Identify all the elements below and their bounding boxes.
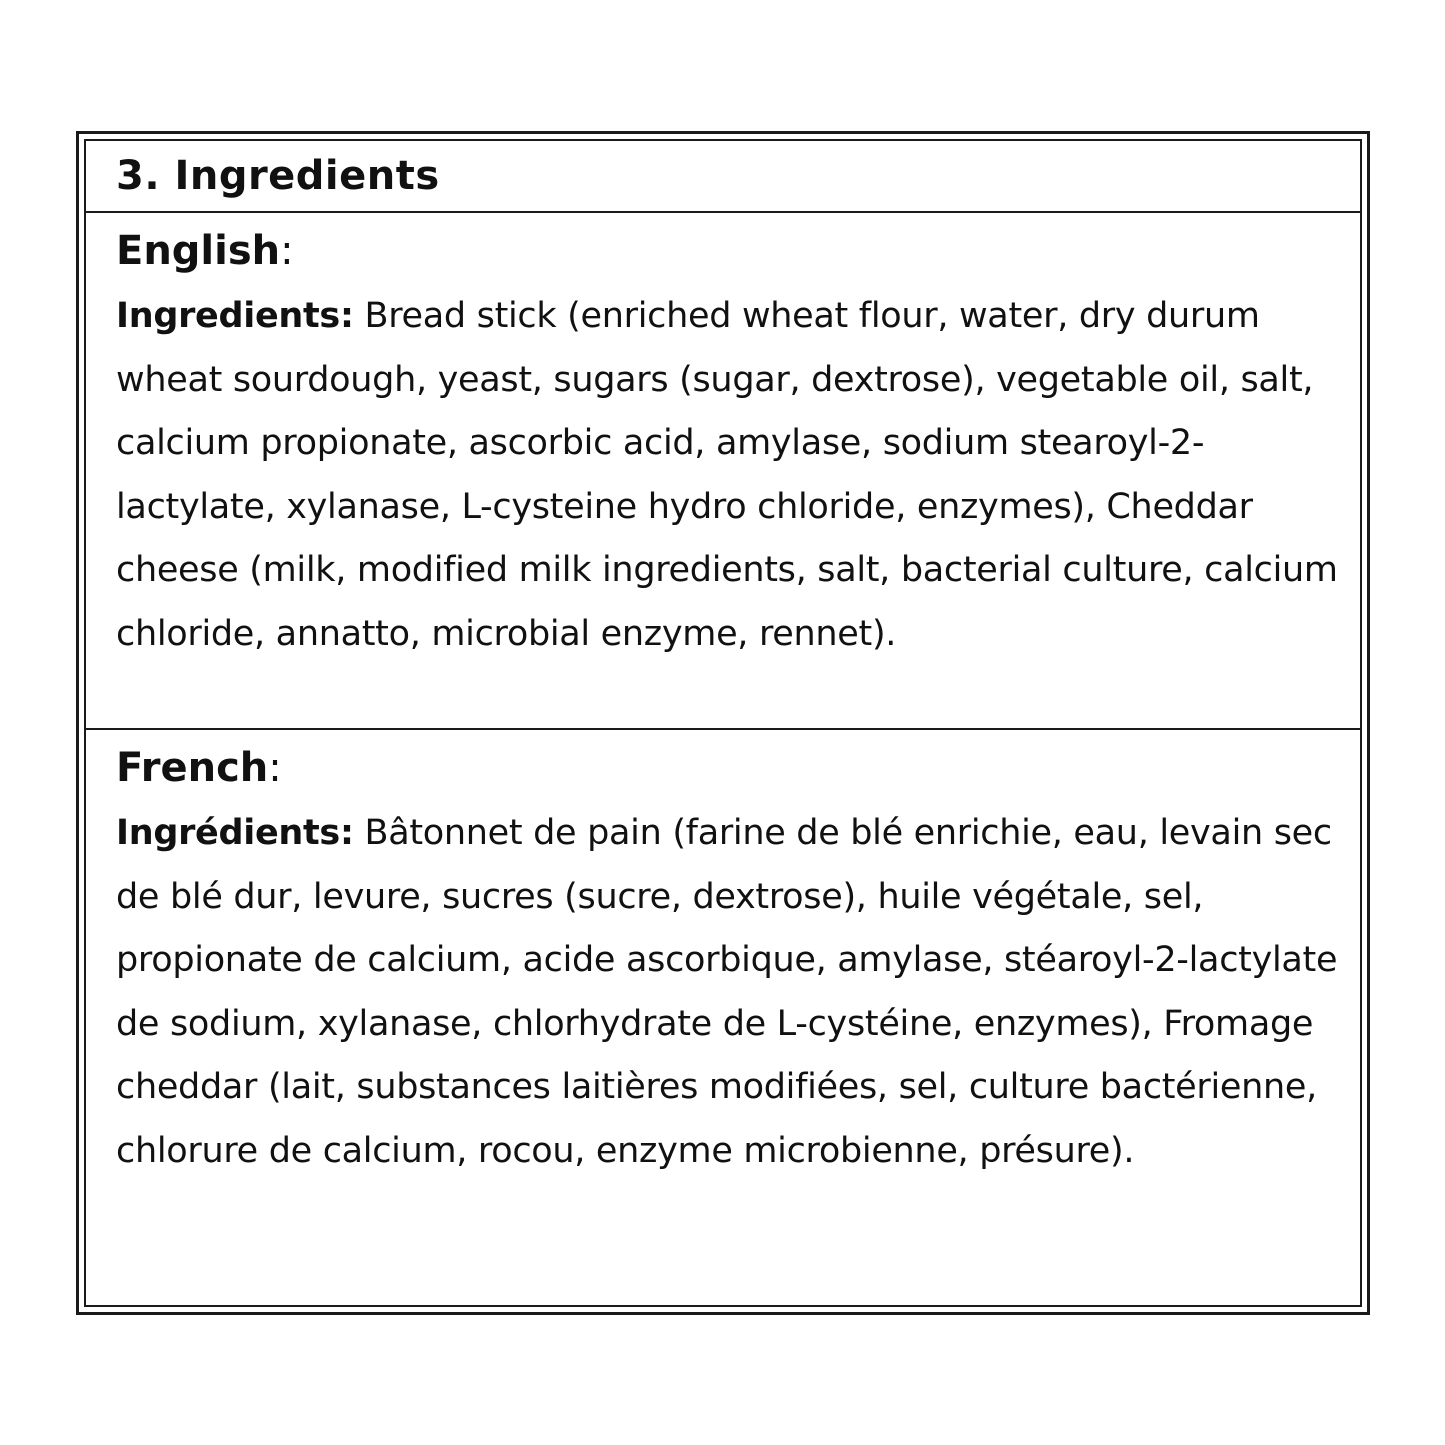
english-section [86,213,1360,730]
english-ingredients-label: Ingredients: [116,296,354,336]
ingredients-table [76,131,1370,1315]
title-row [86,141,1360,213]
english-ingredients-paragraph [116,285,1348,666]
french-heading [116,742,1348,794]
french-ingredients-text: Bâtonnet de pain (farine de blé enrichie, eau, levain sec de blé dur, levure, sucres (sucre, dextrose), huile végétale, sel, propionate de calcium, acide ascorbique, amylase, stéaroyl-2-lactylate de sodium, xylanase, chlorhydrate de L-cystéine, enzymes), Fromage cheddar (lait, substances laitières modifiées, sel, culture bactérienne, chlorure de calcium, rocou, enzyme microbienne, présure). [116,813,1338,1171]
french-ingredients-label: Ingrédients: [116,813,354,853]
ingredients-table-inner [84,139,1362,1307]
english-heading-colon: : [280,228,294,274]
french-language-label: French [116,745,269,791]
english-heading [116,225,1348,277]
english-language-label: English [116,228,281,274]
french-section [86,730,1360,1305]
french-ingredients-paragraph [116,802,1348,1183]
english-ingredients-text: Bread stick (enriched wheat flour, water, dry durum wheat sourdough, yeast, sugars (sugar, dextrose), vegetable oil, salt, calcium propionate, ascorbic acid, amylase, sodium stearoyl-2- lactylate, xylanase, L-cysteine hydro chloride, enzymes), Cheddar cheese (milk, modified milk ingredients, salt, bacterial culture, calcium chloride, annatto, microbial enzyme, rennet). [116,296,1338,654]
section-title: 3. Ingredients [116,153,440,199]
french-heading-colon: : [268,745,282,791]
